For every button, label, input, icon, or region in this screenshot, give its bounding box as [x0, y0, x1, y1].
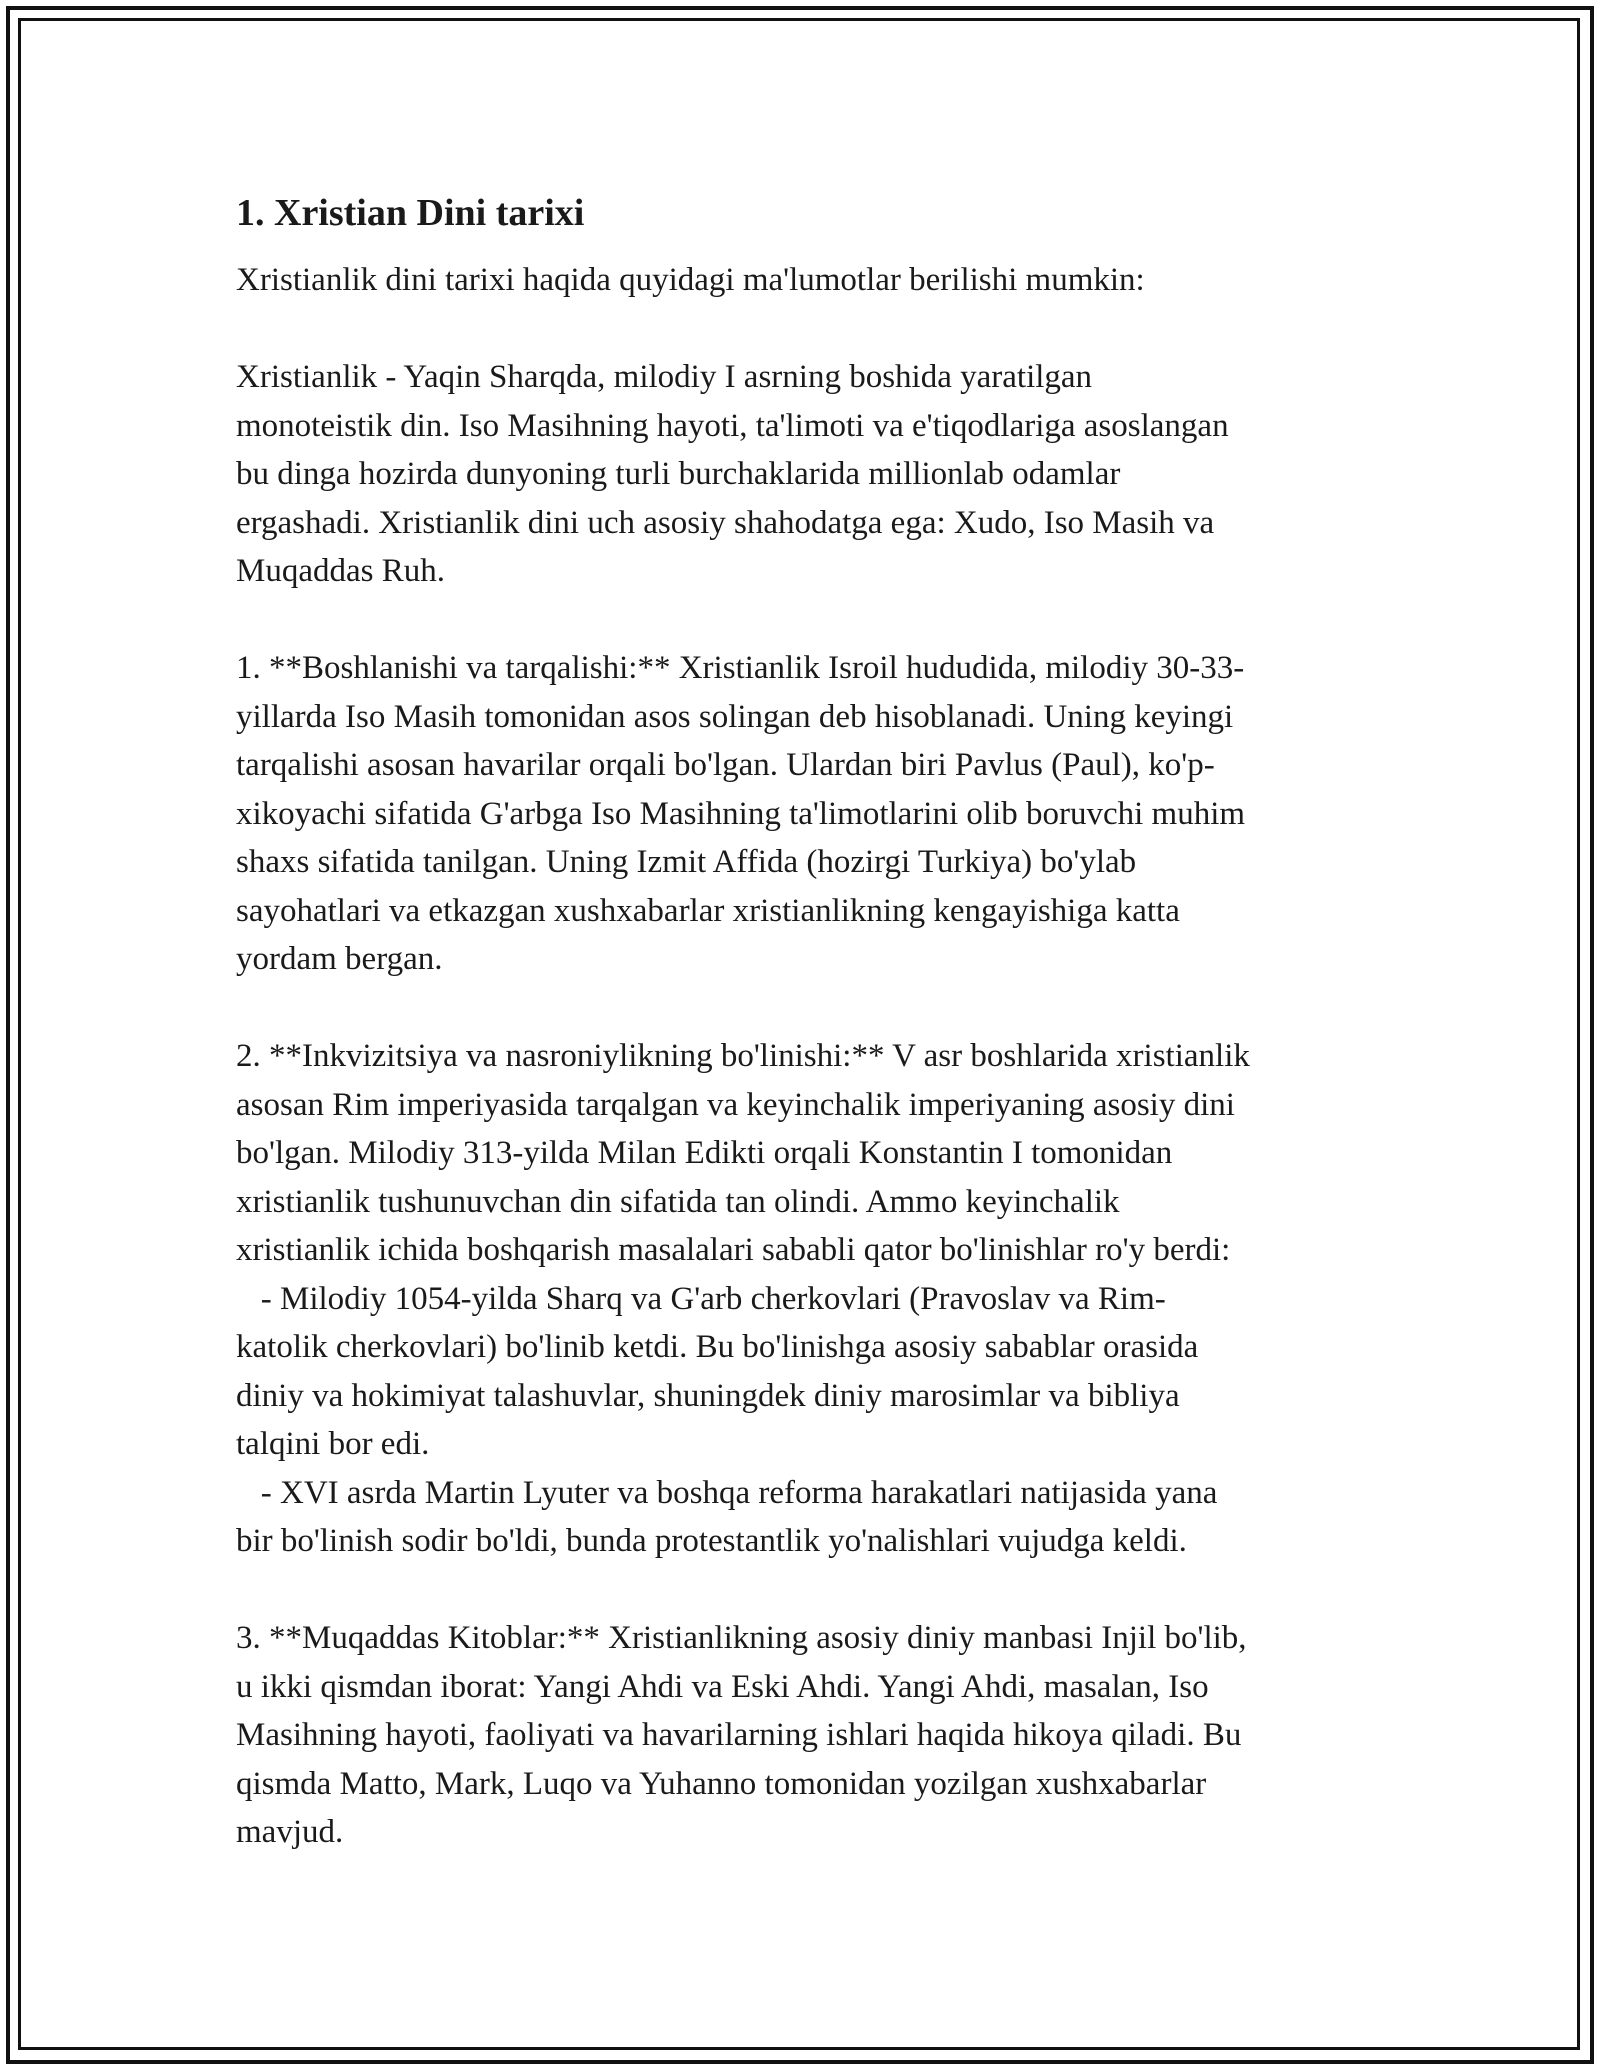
text-line: ergashadi. Xristianlik dini uch asosiy shahodatga ega: Xudo, Iso Masih va — [236, 504, 1215, 541]
paragraph — [236, 353, 1376, 596]
paragraph — [236, 644, 1376, 984]
paragraph-list — [236, 256, 1376, 1857]
paragraph — [236, 1032, 1376, 1566]
text-line: monoteistik din. Iso Masihning hayoti, ta'limoti va e'tiqodlariga asoslangan — [236, 407, 1229, 444]
text-line: bo'lgan. Milodiy 313-yilda Milan Edikti orqali Konstantin I tomonidan — [236, 1135, 1173, 1171]
text-line: Xristianlik dini tarixi haqida quyidagi ma'lumotlar berilishi mumkin: — [236, 262, 1145, 298]
text-line: shaxs sifatida tanilgan. Uning Izmit Affida (hozirgi Turkiya) bo'ylab — [236, 844, 1137, 880]
text-line: talqini bor edi. — [236, 1426, 430, 1462]
text-line: yillarda Iso Masih tomonidan asos solingan deb hisoblanadi. Uning keyingi — [236, 698, 1234, 735]
text-line: bir bo'linish sodir bo'ldi, bunda protestantlik yo'nalishlari vujudga keldi. — [236, 1523, 1187, 1559]
paragraph — [236, 1614, 1376, 1857]
text-line: qismda Matto, Mark, Luqo va Yuhanno tomonidan yozilgan xushxabarlar — [236, 1765, 1207, 1802]
text-line: asosan Rim imperiyasida tarqalgan va keyinchalik imperiyaning asosiy dini — [236, 1086, 1235, 1123]
text-line: sayohatlari va etkazgan xushxabarlar xristianlikning kengayishiga katta — [236, 892, 1180, 929]
text-line: - XVI asrda Martin Lyuter va boshqa reforma harakatlari natijasida yana — [236, 1474, 1218, 1511]
text-line: katolik cherkovlari) bo'linib ketdi. Bu bo'linishga asosiy sabablar orasida — [236, 1329, 1199, 1365]
text-line: mavjud. — [236, 1814, 344, 1850]
text-line: 1. **Boshlanishi va tarqalishi:** Xristianlik Isroil hududida, milodiy 30-33- — [236, 650, 1245, 686]
text-line: xristianlik ichida boshqarish masalalari sababli qator bo'linishlar ro'y berdi: — [236, 1232, 1231, 1268]
text-line: xikoyachi sifatida G'arbga Iso Masihning ta'limotlarini olib boruvchi muhim — [236, 795, 1246, 832]
text-line: xristianlik tushunuvchan din sifatida tan olindi. Ammo keyinchalik — [236, 1183, 1120, 1220]
text-line: yordam bergan. — [236, 941, 443, 977]
text-line: 3. **Muqaddas Kitoblar:** Xristianlikning asosiy diniy manbasi Injil bo'lib, — [236, 1620, 1247, 1656]
text-line: diniy va hokimiyat talashuvlar, shuningdek diniy marosimlar va bibliya — [236, 1377, 1180, 1414]
text-line: u ikki qismdan iborat: Yangi Ahdi va Eski Ahdi. Yangi Ahdi, masalan, Iso — [236, 1668, 1209, 1705]
paragraph — [236, 256, 1376, 305]
text-line: Masihning hayoti, faoliyati va havarilarning ishlari haqida hikoya qiladi. Bu — [236, 1717, 1242, 1753]
document-title: 1. Xristian Dini tarixi — [236, 192, 585, 234]
document-body — [236, 186, 1376, 1857]
text-line: bu dinga hozirda dunyoning turli burchaklarida millionlab odamlar — [236, 456, 1121, 492]
text-line: Xristianlik - Yaqin Sharqda, milodiy I asrning boshida yaratilgan — [236, 359, 1093, 395]
text-line: 2. **Inkvizitsiya va nasroniylikning bo'linishi:** V asr boshlarida xristianlik — [236, 1038, 1250, 1074]
text-line: Muqaddas Ruh. — [236, 553, 445, 589]
text-line: tarqalishi asosan havarilar orqali bo'lgan. Ulardan biri Pavlus (Paul), ko'p- — [236, 747, 1215, 783]
text-line: - Milodiy 1054-yilda Sharq va G'arb cherkovlari (Pravoslav va Rim- — [236, 1280, 1166, 1317]
